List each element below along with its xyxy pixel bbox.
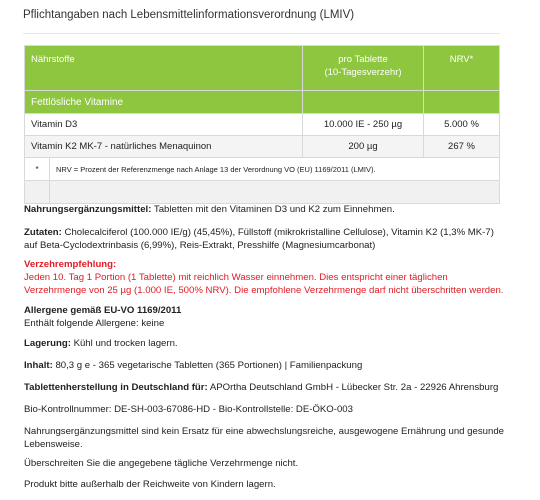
note-text: NRV = Prozent der Referenzmenge nach Anlage 13 der Verordnung VO (EU) 1169/2011 (LMIV). — [50, 158, 500, 181]
header-per-tablet: pro Tablette (10-Tagesverzehr) — [303, 46, 424, 91]
nutrient-amount: 10.000 IE - 250 µg — [303, 114, 424, 136]
header-nutrients: Nährstoffe — [25, 46, 303, 91]
storage: Lagerung: Kühl und trocken lagern. — [24, 338, 178, 349]
table-row — [25, 114, 500, 136]
table-note-row — [25, 158, 500, 181]
table-header-row — [25, 46, 500, 91]
header-nrv: NRV* — [424, 46, 500, 91]
page-heading: Pflichtangaben nach Lebensmittelinformationsverordnung (LMIV) — [23, 9, 355, 21]
nutrient-name: Vitamin D3 — [25, 114, 303, 136]
table-empty-row — [25, 181, 500, 204]
disclaimer: Nahrungsergänzungsmittel sind kein Ersatz für eine abwechslungsreiche, ausgewogene Ernährung und gesunde Lebensweise. — [24, 426, 504, 450]
divider — [23, 33, 500, 34]
warning: Überschreiten Sie die angegebene tägliche Verzehrmenge nicht. — [24, 458, 299, 469]
product-description: Nahrungsergänzungsmittel: Tabletten mit den Vitaminen D3 und K2 zum Einnehmen. — [24, 204, 395, 215]
table-section-row — [25, 91, 500, 114]
section-label: Fettlösliche Vitamine — [25, 91, 303, 114]
nutrition-table — [24, 45, 500, 204]
children-warning: Produkt bitte außerhalb der Reichweite von Kindern lagern. — [24, 479, 276, 490]
manufacturer: Tablettenherstellung in Deutschland für: APOrtha Deutschland GmbH - Lübecker Str. 2a - 22926 Ahrensburg — [24, 382, 499, 393]
recommendation: Verzehrempfehlung: Jeden 10. Tag 1 Portion (1 Tablette) mit reichlich Wasser einnehmen. Dies entspricht einer täglichen Verzehrmenge von 25 µg (1.000 IE, 500% NRV). Die empfohlene Verzehrmenge darf nicht überschritten werden. — [24, 259, 504, 296]
table-row — [25, 136, 500, 158]
nutrient-nrv: 267 % — [424, 136, 500, 158]
nutrient-nrv: 5.000 % — [424, 114, 500, 136]
nutrient-name: Vitamin K2 MK-7 - natürliches Menaquinon — [25, 136, 303, 158]
nutrient-amount: 200 µg — [303, 136, 424, 158]
content: Inhalt: 80,3 g e - 365 vegetarische Tabletten (365 Portionen) | Familienpackung — [24, 360, 363, 371]
bio-control: Bio-Kontrollnummer: DE-SH-003-67086-HD - Bio-Kontrollstelle: DE-ÖKO-003 — [24, 404, 353, 415]
note-star: * — [25, 158, 50, 181]
ingredients: Zutaten: Cholecalciferol (100.000 IE/g) (45,45%), Füllstoff (mikrokristalline Cellulose), Vitamin K2 (1,3% MK-7) auf Beta-Cyclodextrinbasis (6,99%), Reis-Extrakt, Presshilfe (Magnesiumcarbonat) — [24, 227, 494, 251]
allergens: Allergene gemäß EU-VO 1169/2011 Enthält folgende Allergene: keine — [24, 305, 182, 329]
